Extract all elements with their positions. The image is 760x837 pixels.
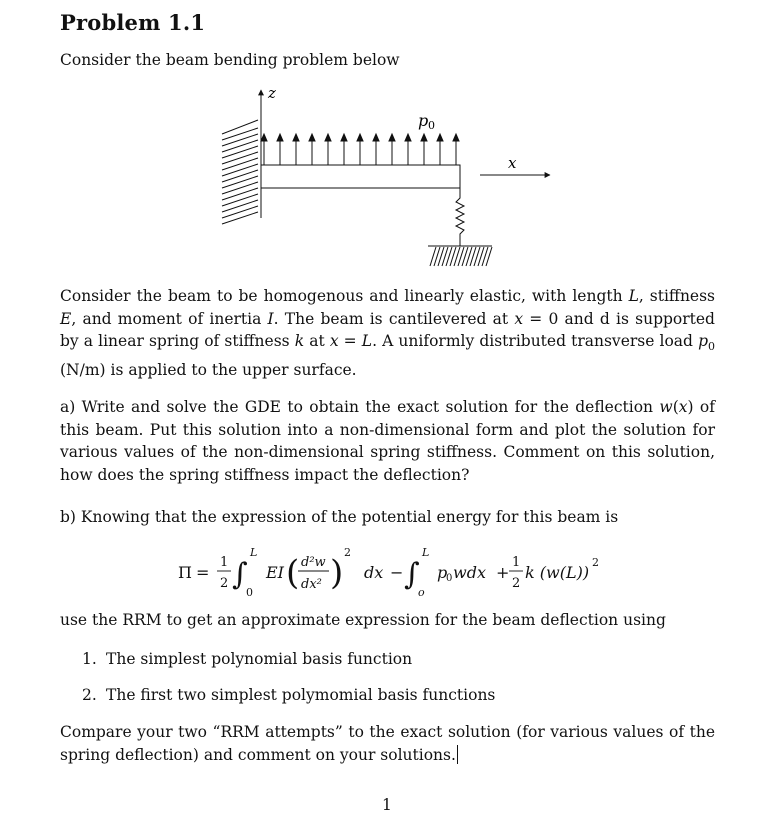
- svg-text:2: 2: [220, 576, 229, 591]
- x-axis-label: x: [508, 154, 517, 172]
- svg-text:L: L: [250, 546, 258, 559]
- svg-text:1: 1: [220, 555, 229, 570]
- problem-title: Problem 1.1: [60, 10, 206, 35]
- wall-hatching: [222, 120, 261, 224]
- beam: [261, 165, 460, 188]
- part-b-after-text: use the RRM to get an approximate expression for the beam deflection using: [60, 611, 666, 629]
- svg-text:+: +: [496, 563, 510, 582]
- svg-text:o: o: [418, 586, 425, 599]
- svg-text:dx: dx: [364, 563, 384, 582]
- compare-paragraph[interactable]: Compare your two “RRM attempts” to the exact solution (for various values of the spring deflection) and comment on your solutions.: [60, 723, 715, 764]
- svg-text:): ): [330, 553, 344, 593]
- load-arrows: [261, 134, 459, 165]
- svg-text:0: 0: [246, 586, 253, 599]
- svg-text:2: 2: [512, 576, 521, 591]
- list-item: 1. The simplest polynomial basis function: [82, 650, 413, 668]
- load-label-subscript: 0: [428, 119, 435, 132]
- ground-hatching: [428, 246, 492, 266]
- text-cursor: [457, 745, 458, 764]
- svg-text:∫: ∫: [232, 557, 248, 592]
- svg-text:2: 2: [344, 546, 351, 559]
- svg-text:k (w(L)): k (w(L)): [525, 563, 590, 582]
- svg-text:−: −: [390, 563, 404, 582]
- svg-text:=: =: [196, 563, 210, 582]
- svg-text:2: 2: [592, 556, 599, 569]
- svg-text:0: 0: [446, 573, 453, 584]
- potential-energy-equation: [0, 536, 760, 606]
- svg-text:1: 1: [512, 555, 521, 570]
- intro-text: Consider the beam bending problem below: [60, 51, 400, 69]
- description-paragraph: Consider the beam to be homogenous and linearly elastic, with length L, stiffness E, and moment of inertia I. The beam is cantilevered at x = 0 and d is supported by a linear spring of stiffness k at x = L. A uniformly distributed transverse load $p_0$ (N/m) is applied to the upper surface.: [60, 287, 716, 379]
- svg-text:d²w: d²w: [301, 555, 326, 570]
- z-axis-label: z: [268, 84, 276, 102]
- svg-text:∫: ∫: [404, 557, 420, 592]
- page-number: 1: [382, 796, 392, 814]
- svg-text:EI: EI: [266, 563, 284, 582]
- svg-text:(: (: [286, 553, 300, 593]
- svg-text:L: L: [422, 546, 430, 559]
- svg-text:p: p: [437, 563, 448, 582]
- svg-text:dx²: dx²: [301, 577, 322, 592]
- svg-text:Π: Π: [178, 563, 192, 582]
- part-b-intro: b) Knowing that the expression of the potential energy for this beam is: [60, 508, 619, 526]
- list-item: 2. The first two simplest polymomial basis functions: [82, 686, 496, 704]
- load-label: p: [418, 111, 429, 130]
- svg-text:wdx: wdx: [453, 563, 486, 582]
- part-a-paragraph: a) Write and solve the GDE to obtain the exact solution for the deflection w(x) of this beam. Put this solution into a non-dimensional form and plot the solution for various values of the non-dimensional spring stiffness. Comment on this solution, how does the spring stiffness impact the deflection?: [60, 398, 715, 484]
- spring: [456, 188, 464, 246]
